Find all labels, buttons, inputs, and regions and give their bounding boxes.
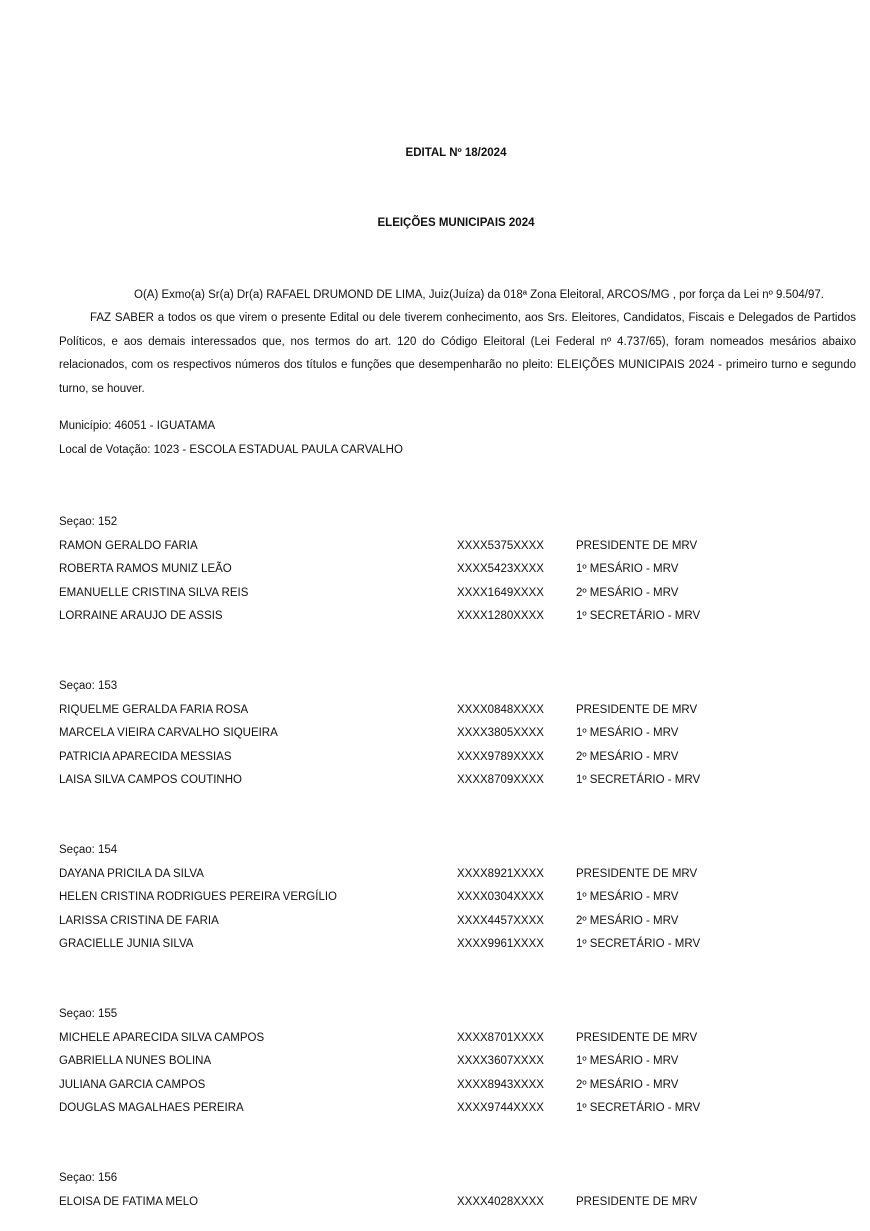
- poll-worker-name: JULIANA GARCIA CAMPOS: [59, 1078, 206, 1091]
- voter-id: XXXX4457XXXX: [457, 914, 544, 927]
- poll-worker-name: LARISSA CRISTINA DE FARIA: [59, 914, 219, 927]
- table-row: [59, 749, 839, 773]
- table-row: [59, 1030, 839, 1054]
- poll-worker-role: PRESIDENTE DE MRV: [576, 1195, 698, 1208]
- voter-id: XXXX5375XXXX: [457, 539, 544, 552]
- municipality-line: Município: 46051 - IGUATAMA: [59, 420, 216, 432]
- poll-worker-name: HELEN CRISTINA RODRIGUES PEREIRA VERGÍLIO: [59, 891, 337, 903]
- voter-id: XXXX9744XXXX: [457, 1102, 544, 1114]
- voter-id: XXXX1280XXXX: [457, 610, 544, 622]
- intro-paragraph-notice: FAZ SABER a todos os que virem o presente Edital ou dele tiverem conhecimento, aos Srs. Eleitores, Candidatos, Fiscais e Delegados de Partidos Políticos, e aos demais interessados que, nos termos do art. 120 do Código Eleitoral (Lei Federal nº 4.737/65), foram nomeados mesários abaixo relacionados, com os respectivos números dos títulos e funções que desempenharão no pleito: ELEIÇÕES MUNICIPAIS 2024 - primeiro turno e segundo turno, se houver.: [59, 312, 856, 395]
- poll-worker-name: ELOISA DE FATIMA MELO: [59, 1195, 199, 1208]
- section-label: Seçao: 152: [59, 516, 118, 528]
- polling-place-line: Local de Votação: 1023 - ESCOLA ESTADUAL PAULA CARVALHO: [59, 444, 403, 456]
- section-label: Seçao: 155: [59, 1008, 118, 1020]
- edital-title: EDITAL Nº 18/2024: [405, 147, 507, 159]
- voter-id: XXXX9961XXXX: [457, 938, 544, 950]
- section-block: [59, 1170, 839, 1217]
- table-row: [59, 936, 839, 960]
- poll-worker-name: EMANUELLE CRISTINA SILVA REIS: [59, 586, 249, 599]
- voter-id: XXXX0848XXXX: [457, 703, 544, 716]
- poll-worker-role: 2º MESÁRIO - MRV: [576, 750, 679, 763]
- table-row: [59, 1077, 839, 1101]
- section-block: [59, 678, 839, 796]
- poll-worker-role: PRESIDENTE DE MRV: [576, 1031, 698, 1044]
- poll-worker-role: 2º MESÁRIO - MRV: [576, 1078, 679, 1091]
- poll-worker-role: 1º SECRETÁRIO - MRV: [576, 610, 701, 622]
- poll-worker-role: PRESIDENTE DE MRV: [576, 703, 698, 716]
- voter-id: XXXX9789XXXX: [457, 750, 544, 763]
- poll-worker-role: PRESIDENTE DE MRV: [576, 539, 698, 552]
- table-row: [59, 913, 839, 937]
- table-row: [59, 538, 839, 562]
- table-row: [59, 1100, 839, 1124]
- poll-worker-role: 1º MESÁRIO - MRV: [576, 563, 679, 575]
- poll-worker-name: LORRAINE ARAUJO DE ASSIS: [59, 610, 223, 622]
- poll-worker-name: MARCELA VIEIRA CARVALHO SIQUEIRA: [59, 727, 278, 739]
- section-label: Seçao: 154: [59, 844, 118, 856]
- poll-worker-role: 1º SECRETÁRIO - MRV: [576, 1102, 701, 1114]
- poll-worker-role: 1º MESÁRIO - MRV: [576, 727, 679, 739]
- table-row: [59, 608, 839, 632]
- voter-id: XXXX8921XXXX: [457, 867, 544, 880]
- poll-worker-role: 2º MESÁRIO - MRV: [576, 586, 679, 599]
- table-row: [59, 1194, 839, 1218]
- voter-id: XXXX8943XXXX: [457, 1078, 544, 1091]
- voter-id: XXXX1649XXXX: [457, 586, 544, 599]
- poll-worker-role: 2º MESÁRIO - MRV: [576, 914, 679, 927]
- poll-worker-name: DAYANA PRICILA DA SILVA: [59, 867, 204, 880]
- poll-worker-name: MICHELE APARECIDA SILVA CAMPOS: [59, 1031, 265, 1044]
- voter-id: XXXX8709XXXX: [457, 774, 544, 786]
- table-row: [59, 561, 839, 585]
- poll-worker-name: ROBERTA RAMOS MUNIZ LEÃO: [59, 563, 232, 575]
- poll-worker-role: 1º SECRETÁRIO - MRV: [576, 938, 701, 950]
- table-row: [59, 585, 839, 609]
- poll-worker-name: DOUGLAS MAGALHAES PEREIRA: [59, 1102, 244, 1114]
- table-row: [59, 889, 839, 913]
- poll-worker-role: PRESIDENTE DE MRV: [576, 867, 698, 880]
- voter-id: XXXX8701XXXX: [457, 1031, 544, 1044]
- section-block: [59, 842, 839, 960]
- section-block: [59, 1006, 839, 1124]
- section-label: Seçao: 156: [59, 1172, 118, 1184]
- voter-id: XXXX3805XXXX: [457, 727, 544, 739]
- poll-worker-role: 1º SECRETÁRIO - MRV: [576, 774, 701, 786]
- poll-worker-role: 1º MESÁRIO - MRV: [576, 1055, 679, 1067]
- voter-id: XXXX0304XXXX: [457, 891, 544, 903]
- table-row: [59, 725, 839, 749]
- election-title: ELEIÇÕES MUNICIPAIS 2024: [377, 217, 535, 229]
- table-row: [59, 702, 839, 726]
- table-row: [59, 772, 839, 796]
- poll-worker-role: 1º MESÁRIO - MRV: [576, 891, 679, 903]
- poll-worker-name: GRACIELLE JUNIA SILVA: [59, 938, 194, 950]
- poll-worker-name: RIQUELME GERALDA FARIA ROSA: [59, 703, 249, 716]
- voter-id: XXXX4028XXXX: [457, 1195, 544, 1208]
- table-row: [59, 1053, 839, 1077]
- poll-worker-name: GABRIELLA NUNES BOLINA: [59, 1055, 212, 1067]
- table-row: [59, 866, 839, 890]
- poll-worker-name: RAMON GERALDO FARIA: [59, 539, 198, 552]
- poll-worker-name: LAISA SILVA CAMPOS COUTINHO: [59, 774, 242, 786]
- voter-id: XXXX3607XXXX: [457, 1055, 544, 1067]
- intro-paragraph-judge: O(A) Exmo(a) Sr(a) Dr(a) RAFAEL DRUMOND DE LIMA, Juiz(Juíza) da 018ª Zona Eleitoral, ARCOS/MG , por força da Lei nº 9.504/97.: [134, 289, 824, 301]
- poll-worker-name: PATRICIA APARECIDA MESSIAS: [59, 750, 232, 763]
- voter-id: XXXX5423XXXX: [457, 563, 544, 575]
- section-label: Seçao: 153: [59, 680, 118, 692]
- section-block: [59, 514, 839, 632]
